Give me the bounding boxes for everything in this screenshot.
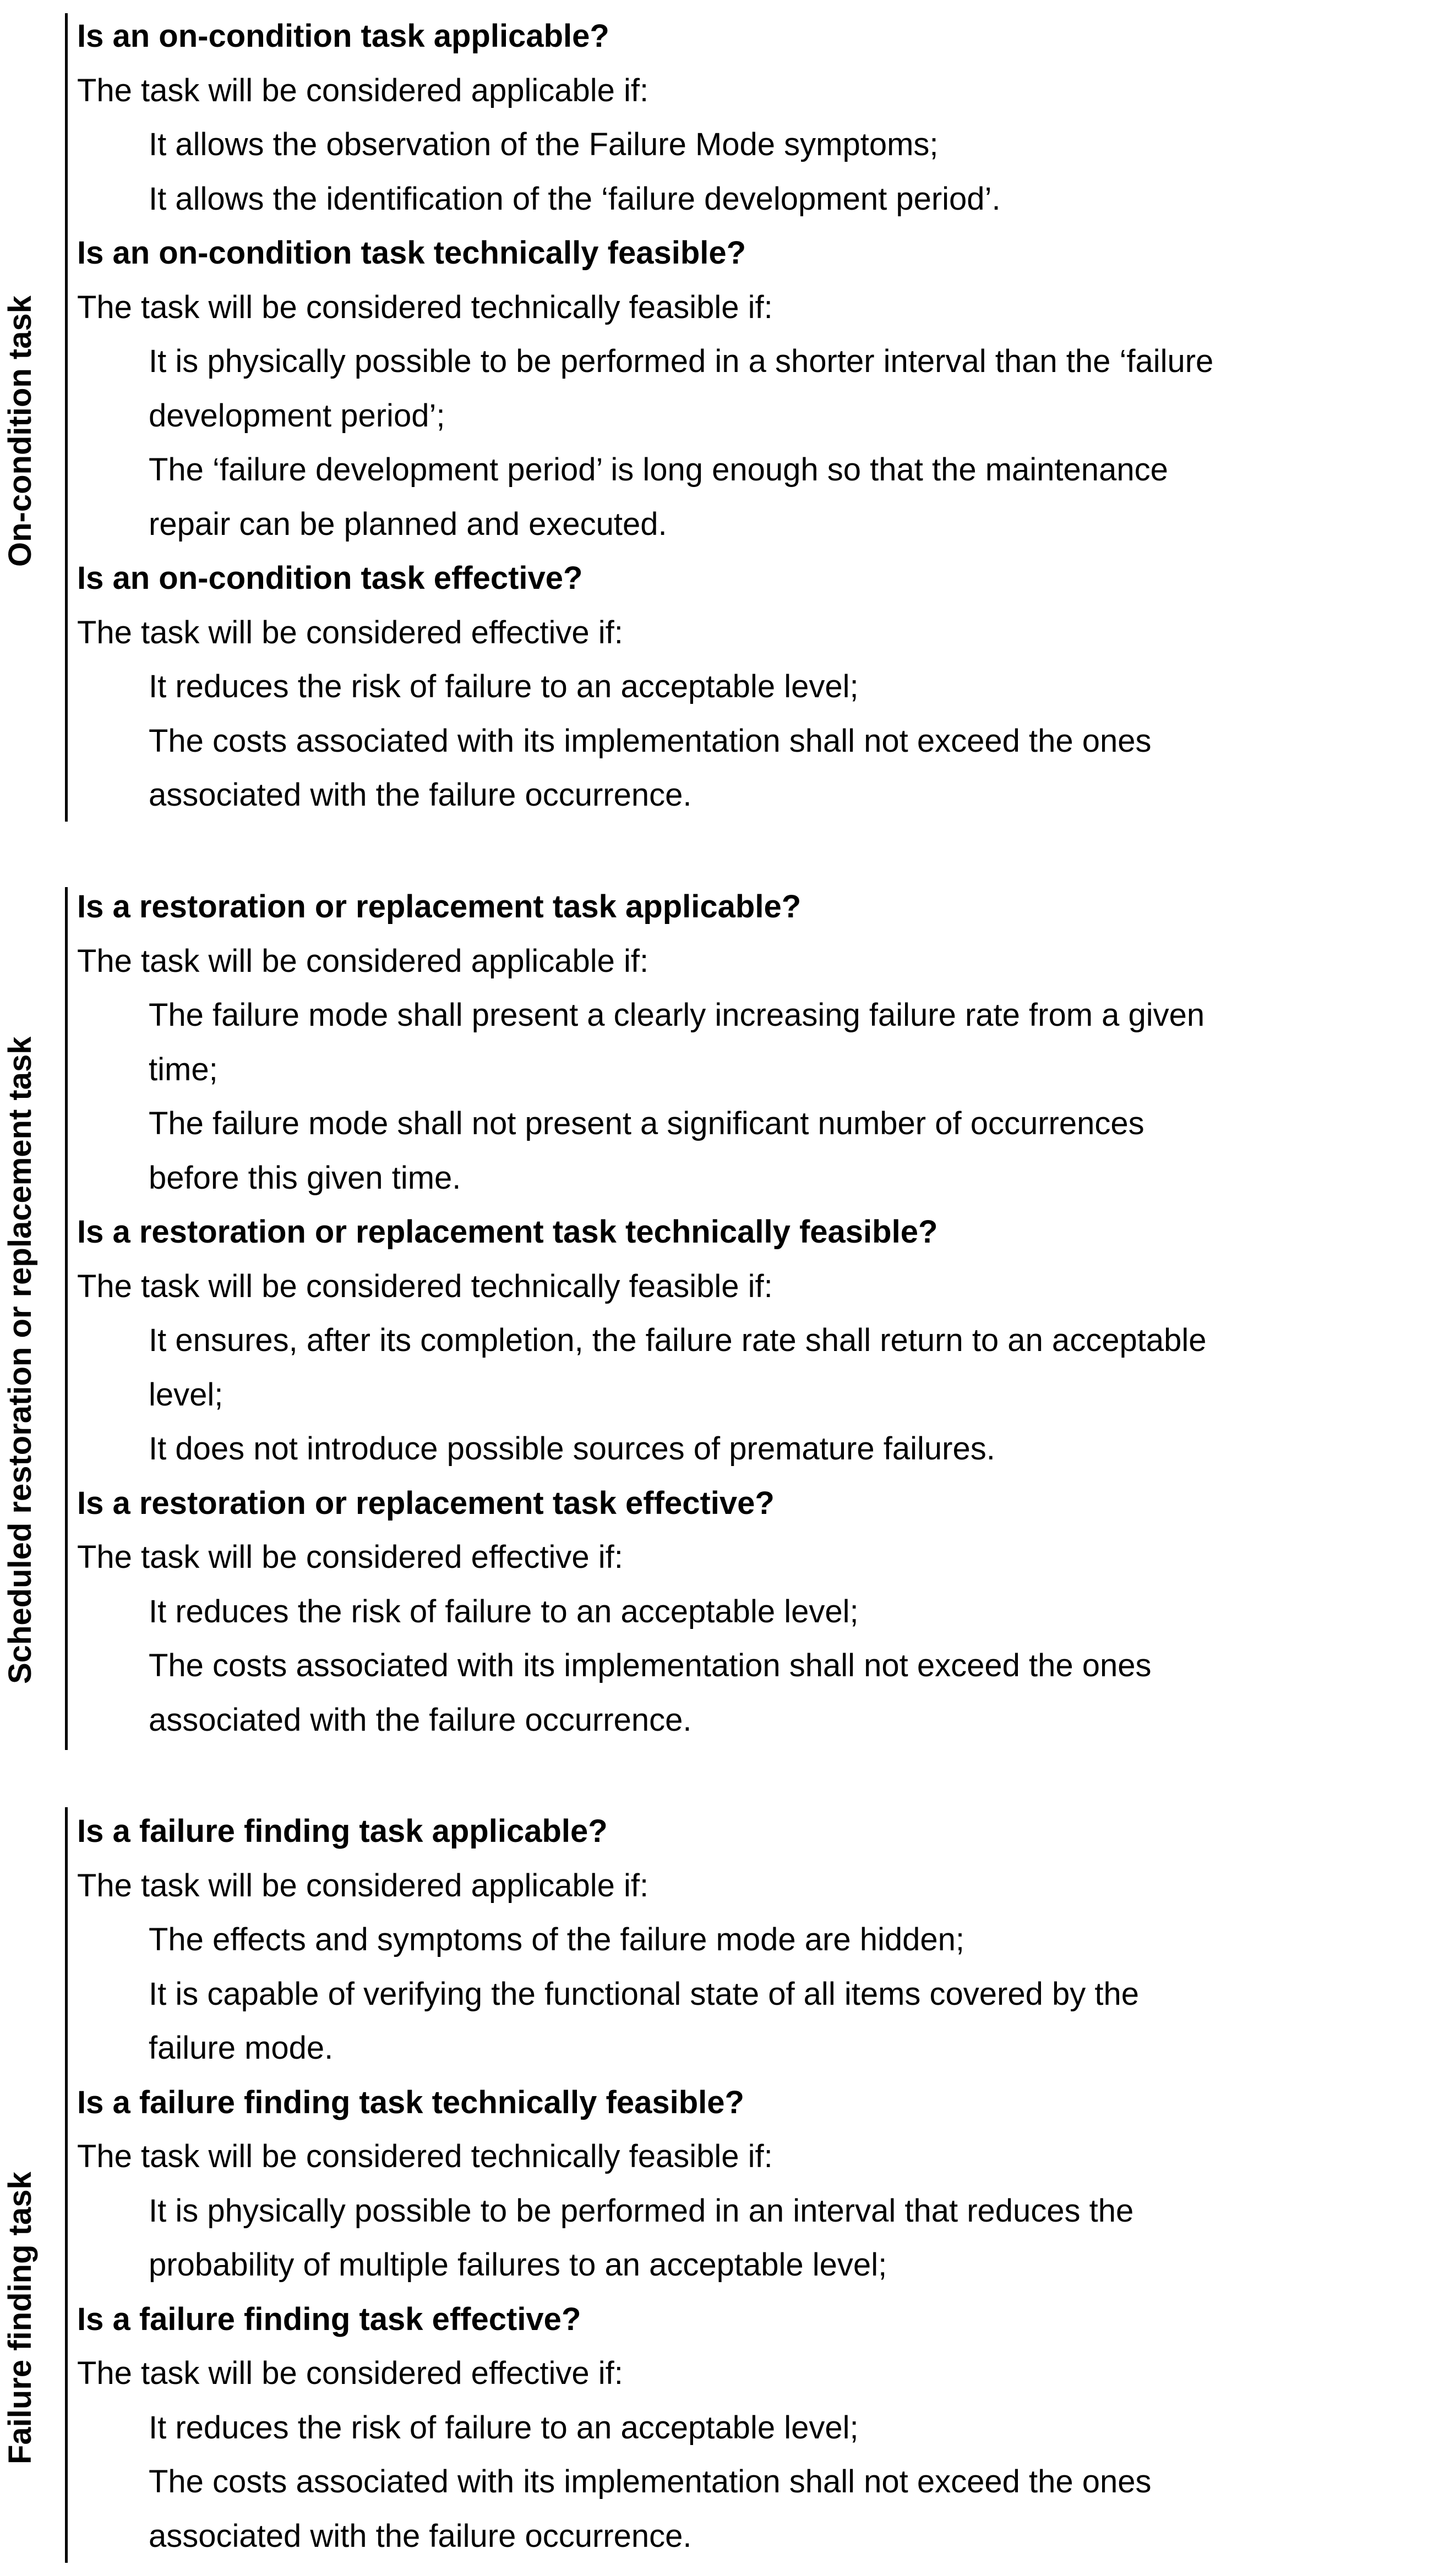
criteria-item: The failure mode shall not present a significant number of occurrences — [149, 1106, 1144, 1141]
criteria-intro: The task will be considered applicable if: — [77, 72, 649, 108]
criteria-intro: The task will be considered technically feasible if: — [77, 289, 773, 325]
criteria-intro: The task will be considered technically feasible if: — [77, 1268, 773, 1304]
section-divider-line — [65, 887, 68, 1750]
criteria-item: probability of multiple failures to an acceptable level; — [149, 2247, 887, 2283]
criteria-item: It does not introduce possible sources of premature failures. — [149, 1431, 995, 1467]
criteria-item: associated with the failure occurrence. — [149, 2518, 692, 2554]
criteria-item: The costs associated with its implementation shall not exceed the ones — [149, 1648, 1152, 1683]
criteria-item: failure mode. — [149, 2030, 334, 2066]
criteria-intro: The task will be considered applicable if: — [77, 1867, 649, 1904]
criteria-item: It is physically possible to be performed in a shorter interval than the ‘failure — [149, 343, 1214, 379]
section-label: Scheduled restoration or replacement task — [2, 1036, 38, 1684]
criteria-item: associated with the failure occurrence. — [149, 1702, 692, 1738]
criteria-item: It reduces the risk of failure to an acceptable level; — [149, 2409, 859, 2446]
criteria-intro: The task will be considered effective if: — [77, 2355, 623, 2391]
criteria-item: The ‘failure development period’ is long enough so that the maintenance — [149, 452, 1168, 488]
question-heading: Is a restoration or replacement task applicable? — [77, 889, 802, 925]
criteria-intro: The task will be considered technically feasible if: — [77, 2139, 773, 2174]
criteria-item: It reduces the risk of failure to an acceptable level; — [149, 1593, 859, 1629]
criteria-item: The costs associated with its implementation shall not exceed the ones — [149, 723, 1152, 759]
criteria-item: The costs associated with its implementation shall not exceed the ones — [149, 2464, 1152, 2500]
criteria-intro: The task will be considered applicable if: — [77, 943, 649, 979]
question-heading: Is a failure finding task technically feasible? — [77, 2084, 744, 2120]
criteria-item: It is physically possible to be performed in an interval that reduces the — [149, 2192, 1134, 2229]
criteria-item: repair can be planned and executed. — [149, 506, 667, 542]
question-heading: Is a failure finding task applicable? — [77, 1813, 608, 1849]
criteria-item: time; — [149, 1051, 218, 1087]
criteria-item: It allows the identification of the ‘failure development period’. — [149, 181, 1001, 217]
question-heading: Is an on-condition task effective? — [77, 560, 583, 596]
section-label: Failure finding task — [2, 2172, 38, 2464]
criteria-item: level; — [149, 1376, 224, 1413]
criteria-item: development period’; — [149, 397, 445, 434]
criteria-item: before this given time. — [149, 1160, 461, 1196]
criteria-item: The failure mode shall present a clearly increasing failure rate from a given — [149, 997, 1205, 1033]
criteria-item: The effects and symptoms of the failure mode are hidden; — [149, 1922, 964, 1957]
section-divider-line — [65, 13, 68, 822]
criteria-item: It reduces the risk of failure to an acceptable level; — [149, 669, 859, 704]
criteria-intro: The task will be considered effective if: — [77, 614, 623, 650]
criteria-item: It ensures, after its completion, the failure rate shall return to an acceptable — [149, 1322, 1207, 1358]
question-heading: Is a failure finding task effective? — [77, 2301, 581, 2337]
question-heading: Is a restoration or replacement task technically feasible? — [77, 1214, 938, 1250]
question-heading: Is an on-condition task applicable? — [77, 18, 609, 54]
criteria-item: It allows the observation of the Failure Mode symptoms; — [149, 127, 939, 162]
criteria-item: It is capable of verifying the functional state of all items covered by the — [149, 1976, 1139, 2012]
criteria-item: associated with the failure occurrence. — [149, 777, 692, 813]
criteria-intro: The task will be considered effective if: — [77, 1539, 623, 1575]
section-divider-line — [65, 1807, 68, 2563]
question-heading: Is an on-condition task technically feasible? — [77, 235, 746, 271]
question-heading: Is a restoration or replacement task effective? — [77, 1485, 775, 1521]
section-label: On-condition task — [2, 296, 38, 567]
